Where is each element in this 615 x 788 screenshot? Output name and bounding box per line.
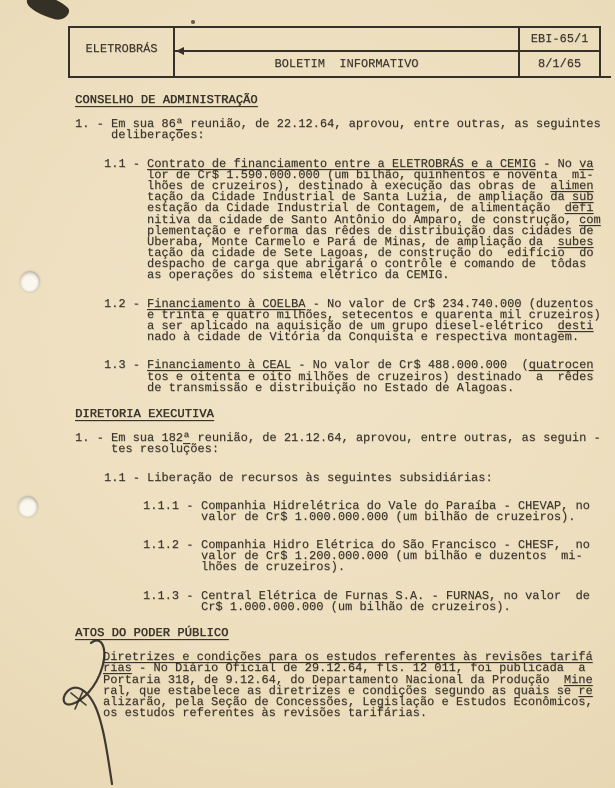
hole-punch-bottom: [18, 496, 38, 517]
bulletin-title: BOLETIM INFORMATIVO: [274, 57, 419, 71]
numbered-item: [75, 119, 609, 141]
item-number: 1.1 -: [104, 156, 141, 171]
item-number: 1.1.3 -: [143, 588, 194, 603]
numbered-item: [143, 498, 609, 524]
item-number: 1.2 -: [104, 296, 141, 311]
item-text: Liberação de recursos às seguintes subsidiárias:: [147, 470, 493, 485]
org-name: ELETROBRÁS: [70, 28, 175, 76]
section-heading: ATOS DO PODER PÚBLICO: [75, 626, 229, 641]
item-text: Contrato de financiamento entre a ELETROBRÁS e a CEMIG - No va lor de Cr$ 1.590.000.000 (um bilhão, quinhentos e noventa mi- lhões de cruzeiros), destinado à execução das obras de alimen tação da Cidade Industrial de Santa Luzia, de ampliação da sub estação da Cidade Industrial de Contagem, de alimentação defi nitiva da cidade de Santo Antônio do Amparo, de construção, com plementação e reforma das rêdes de distribuição das cidades de Uberaba, Monte Carmelo e Pará de Minas, de ampliação da subes tação da cidade de Sete Lagoas, de construção do edifício do despacho de carga que abrigará o contrôle e comando de tôdas as operações do sistema elétrico da CEMIG.: [147, 156, 601, 283]
item-text: Diretrizes e condições para os estudos referentes às revisões tarifá rias - No Diário Oficial de 29.12.64, fls. 12 011, foi publicada a Portaria 318, de 9.12.64, do Departamento Nacional da Produção Mine ral, que estabelece as diretrizes e condições segundo as quais se re alizarão, pela Seção de Concessões, Legislação e Estudos Econômicos, os estudos referentes às revisões tarifárias.: [103, 650, 593, 721]
numbered-item: [104, 470, 609, 485]
item-text: Companhia Hidrelétrica do Vale do Paraíba - CHEVAP, no valor de Cr$ 1.000.000.000 (um bilhão de cruzeiros).: [201, 498, 590, 524]
item-number: 1.1.2 -: [143, 538, 194, 553]
item-number: 1. -: [75, 117, 104, 132]
numbered-item: [104, 156, 609, 283]
item-text: Em sua 86ª reunião, de 22.12.64, aprovou, entre outras, as seguintes deliberações:: [111, 117, 601, 143]
numbered-item: [75, 433, 609, 455]
section-diretoria-executiva: [75, 406, 609, 614]
header-empty-cell: [175, 28, 518, 52]
section-heading: DIRETORIA EXECUTIVA: [75, 406, 214, 421]
numbered-item: [143, 588, 609, 614]
item-text: Companhia Hidro Elétrica do São Francisco - CHESF, no valor de Cr$ 1.200.000.000 (um bilhão e duzentos mi- lhões de cruzeiros).: [201, 538, 590, 575]
paragraph: [103, 652, 609, 719]
header-table: [68, 26, 601, 78]
doc-date: 8/1/65: [518, 52, 599, 76]
item-text: Financiamento à COELBA - No valor de Cr$ 234.740.000 (duzentos e trinta e quatro milhões, setecentos e quarenta mil cruzeiros) a ser aplicado na aquisição de um grupo diesel-elétrico desti nado à cidade de Vitória da Conquista e respectiva montagem.: [147, 296, 601, 345]
item-text: Central Elétrica de Furnas S.A. - FURNAS, no valor de Cr$ 1.000.000.000 (um bilhão de cruzeiros).: [201, 588, 590, 614]
item-number: 1.3 -: [104, 358, 141, 373]
item-number: 1.1.1 -: [143, 498, 194, 513]
hole-punch-top: [20, 271, 40, 292]
section-conselho-de-administracao: [75, 95, 609, 394]
item-text: Financiamento à CEAL - No valor de Cr$ 488.000.000 (quatrocen tos e oitenta e oito milhões de cruzeiros) destinado a rêdes de transmissão e distribuição no Estado de Alagoas.: [147, 358, 594, 395]
item-number: 1.1 -: [104, 470, 141, 485]
numbered-item: [104, 360, 609, 394]
divider-arrow-artifact: [176, 47, 184, 55]
numbered-item: [143, 540, 609, 574]
doc-ref: EBI-65/1: [518, 28, 599, 52]
numbered-item: [104, 296, 609, 345]
item-text: Em sua 182ª reunião, de 21.12.64, aprovou, entre outras, as seguin - tes resoluções:: [111, 431, 601, 457]
section-atos-do-poder-publico: [75, 628, 609, 719]
scan-speck: [191, 20, 195, 24]
item-number: 1. -: [75, 431, 104, 446]
handwritten-mark: [55, 633, 125, 788]
document-body: [75, 78, 609, 719]
section-heading: CONSELHO DE ADMINISTRAÇÃO: [75, 93, 258, 107]
